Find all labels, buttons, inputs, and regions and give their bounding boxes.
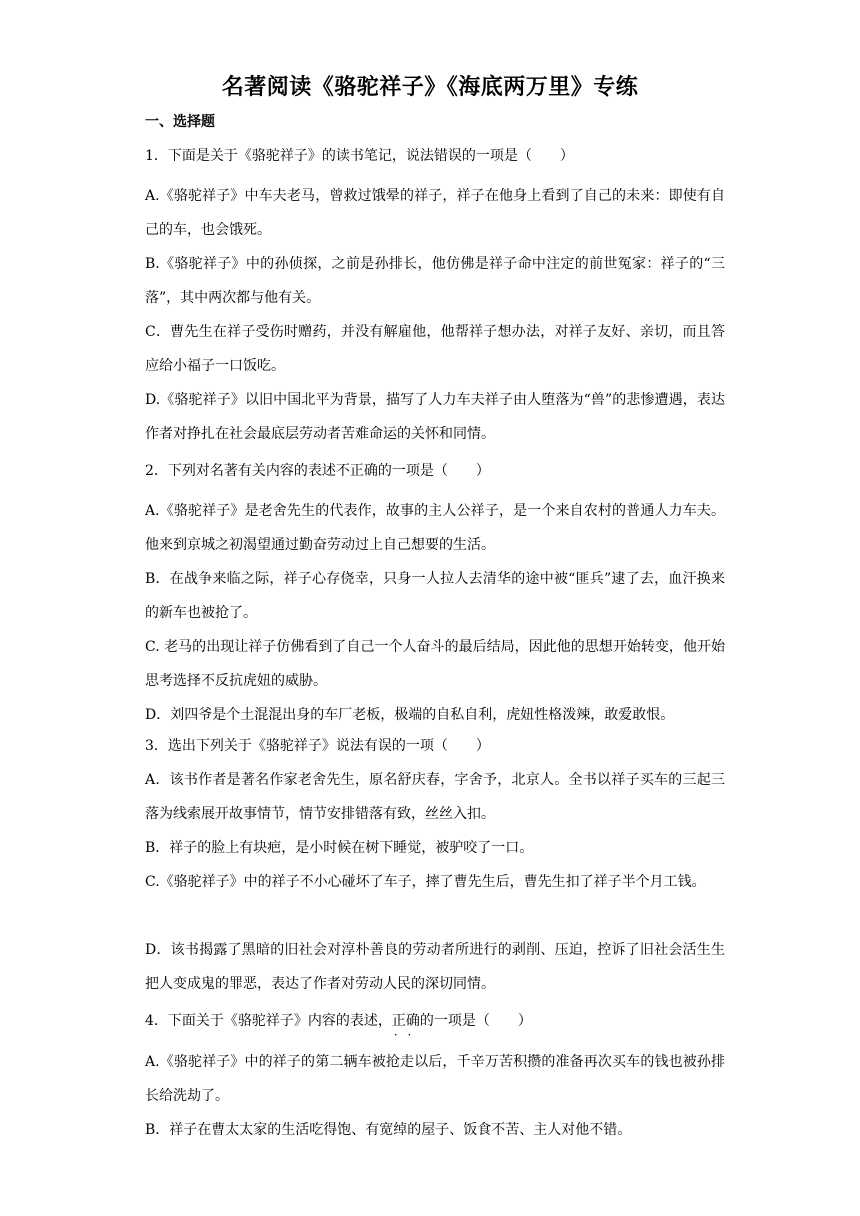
question-4-stem-end: 的一项是（ ） [419,1013,532,1029]
question-4-stem [145,1011,725,1031]
question-1-option-c: C．曹先生在祥子受伤时赠药，并没有解雇他，他帮祥子想办法，对祥子友好、亲切，而且答应给小福子一口饭吃。 [145,324,725,374]
question-1-stem: 1．下面是关于《骆驼祥子》的读书笔记，说法错误的一项是（ ） [145,148,574,164]
question-2-option-b: B．在战争来临之际，祥子心存侥幸，只身一人拉人去清华的途中被“匪兵”逮了去，血汗换来的新车也被抢了。 [145,571,725,621]
question-1-option-a: A.《骆驼祥子》中车夫老马，曾救过饿晕的祥子，祥子在他身上看到了自己的未来：即使有自己的车，也会饿死。 [145,188,725,238]
question-4-stem-emphasis: 正确 · · [392,1013,420,1029]
question-2-option-d: D．刘四爷是个土混混出身的车厂老板，极端的自私自利，虎妞性格泼辣，敢爱敢恨。 [145,707,675,723]
question-2-stem: 2．下列对名著有关内容的表述不正确的一项是（ ） [145,463,490,479]
question-3-option-c: C.《骆驼祥子》中的祥子不小心碰坏了车子，摔了曹先生后，曹先生扣了祥子半个月工钱。 [145,874,706,890]
question-1-option-b: B.《骆驼祥子》中的孙侦探，之前是孙排长，他仿佛是祥子命中注定的前世冤家：祥子的“三落”，其中两次都与他有关。 [145,256,725,306]
question-3-option-b: B．祥子的脸上有块疤，是小时候在树下睡觉，被驴咬了一口。 [145,840,534,856]
document-title: 名著阅读《骆驼祥子》《海底两万里》专练 [221,75,639,100]
question-1-option-d: D.《骆驼祥子》以旧中国北平为背景，描写了人力车夫祥子由人堕落为“兽”的悲惨遭遇，表达作者对挣扎在社会最底层劳动者苦难命运的关怀和同情。 [145,392,725,442]
question-4-option-a: A.《骆驼祥子》中的祥子的第二辆车被抢走以后，千辛万苦积攒的准备再次买车的钱也被孙排长给洗劫了。 [145,1054,725,1104]
section-heading: 一、选择题 [145,114,215,130]
question-4-option-b: B．祥子在曹太太家的生活吃得饱、有宽绰的屋子、饭食不苦、主人对他不错。 [145,1122,632,1138]
question-3-option-a: A．该书作者是著名作家老舍先生，原名舒庆春，字舍予，北京人。全书以祥子买车的三起三落为线索展开故事情节，情节安排错落有致，丝丝入扣。 [145,772,725,822]
question-4-stem-start: 4．下面关于《骆驼祥子》内容的表述， [145,1013,392,1029]
question-3-option-d: D．该书揭露了黑暗的旧社会对淳朴善良的劳动者所进行的剥削、压迫，控诉了旧社会活生生把人变成鬼的罪恶，表达了作者对劳动人民的深切同情。 [145,942,725,992]
question-2-option-a: A.《骆驼祥子》是老舍先生的代表作，故事的主人公祥子，是一个来自农村的普通人力车夫。他来到京城之初渴望通过勤奋劳动过上自己想要的生活。 [145,503,725,553]
question-3-stem: 3．选出下列关于《骆驼祥子》说法有误的一项（ ） [145,738,490,754]
question-2-option-c: C. 老马的出现让祥子仿佛看到了自己一个人奋斗的最后结局，因此他的思想开始转变，他开始思考选择不反抗虎妞的威胁。 [145,639,725,689]
